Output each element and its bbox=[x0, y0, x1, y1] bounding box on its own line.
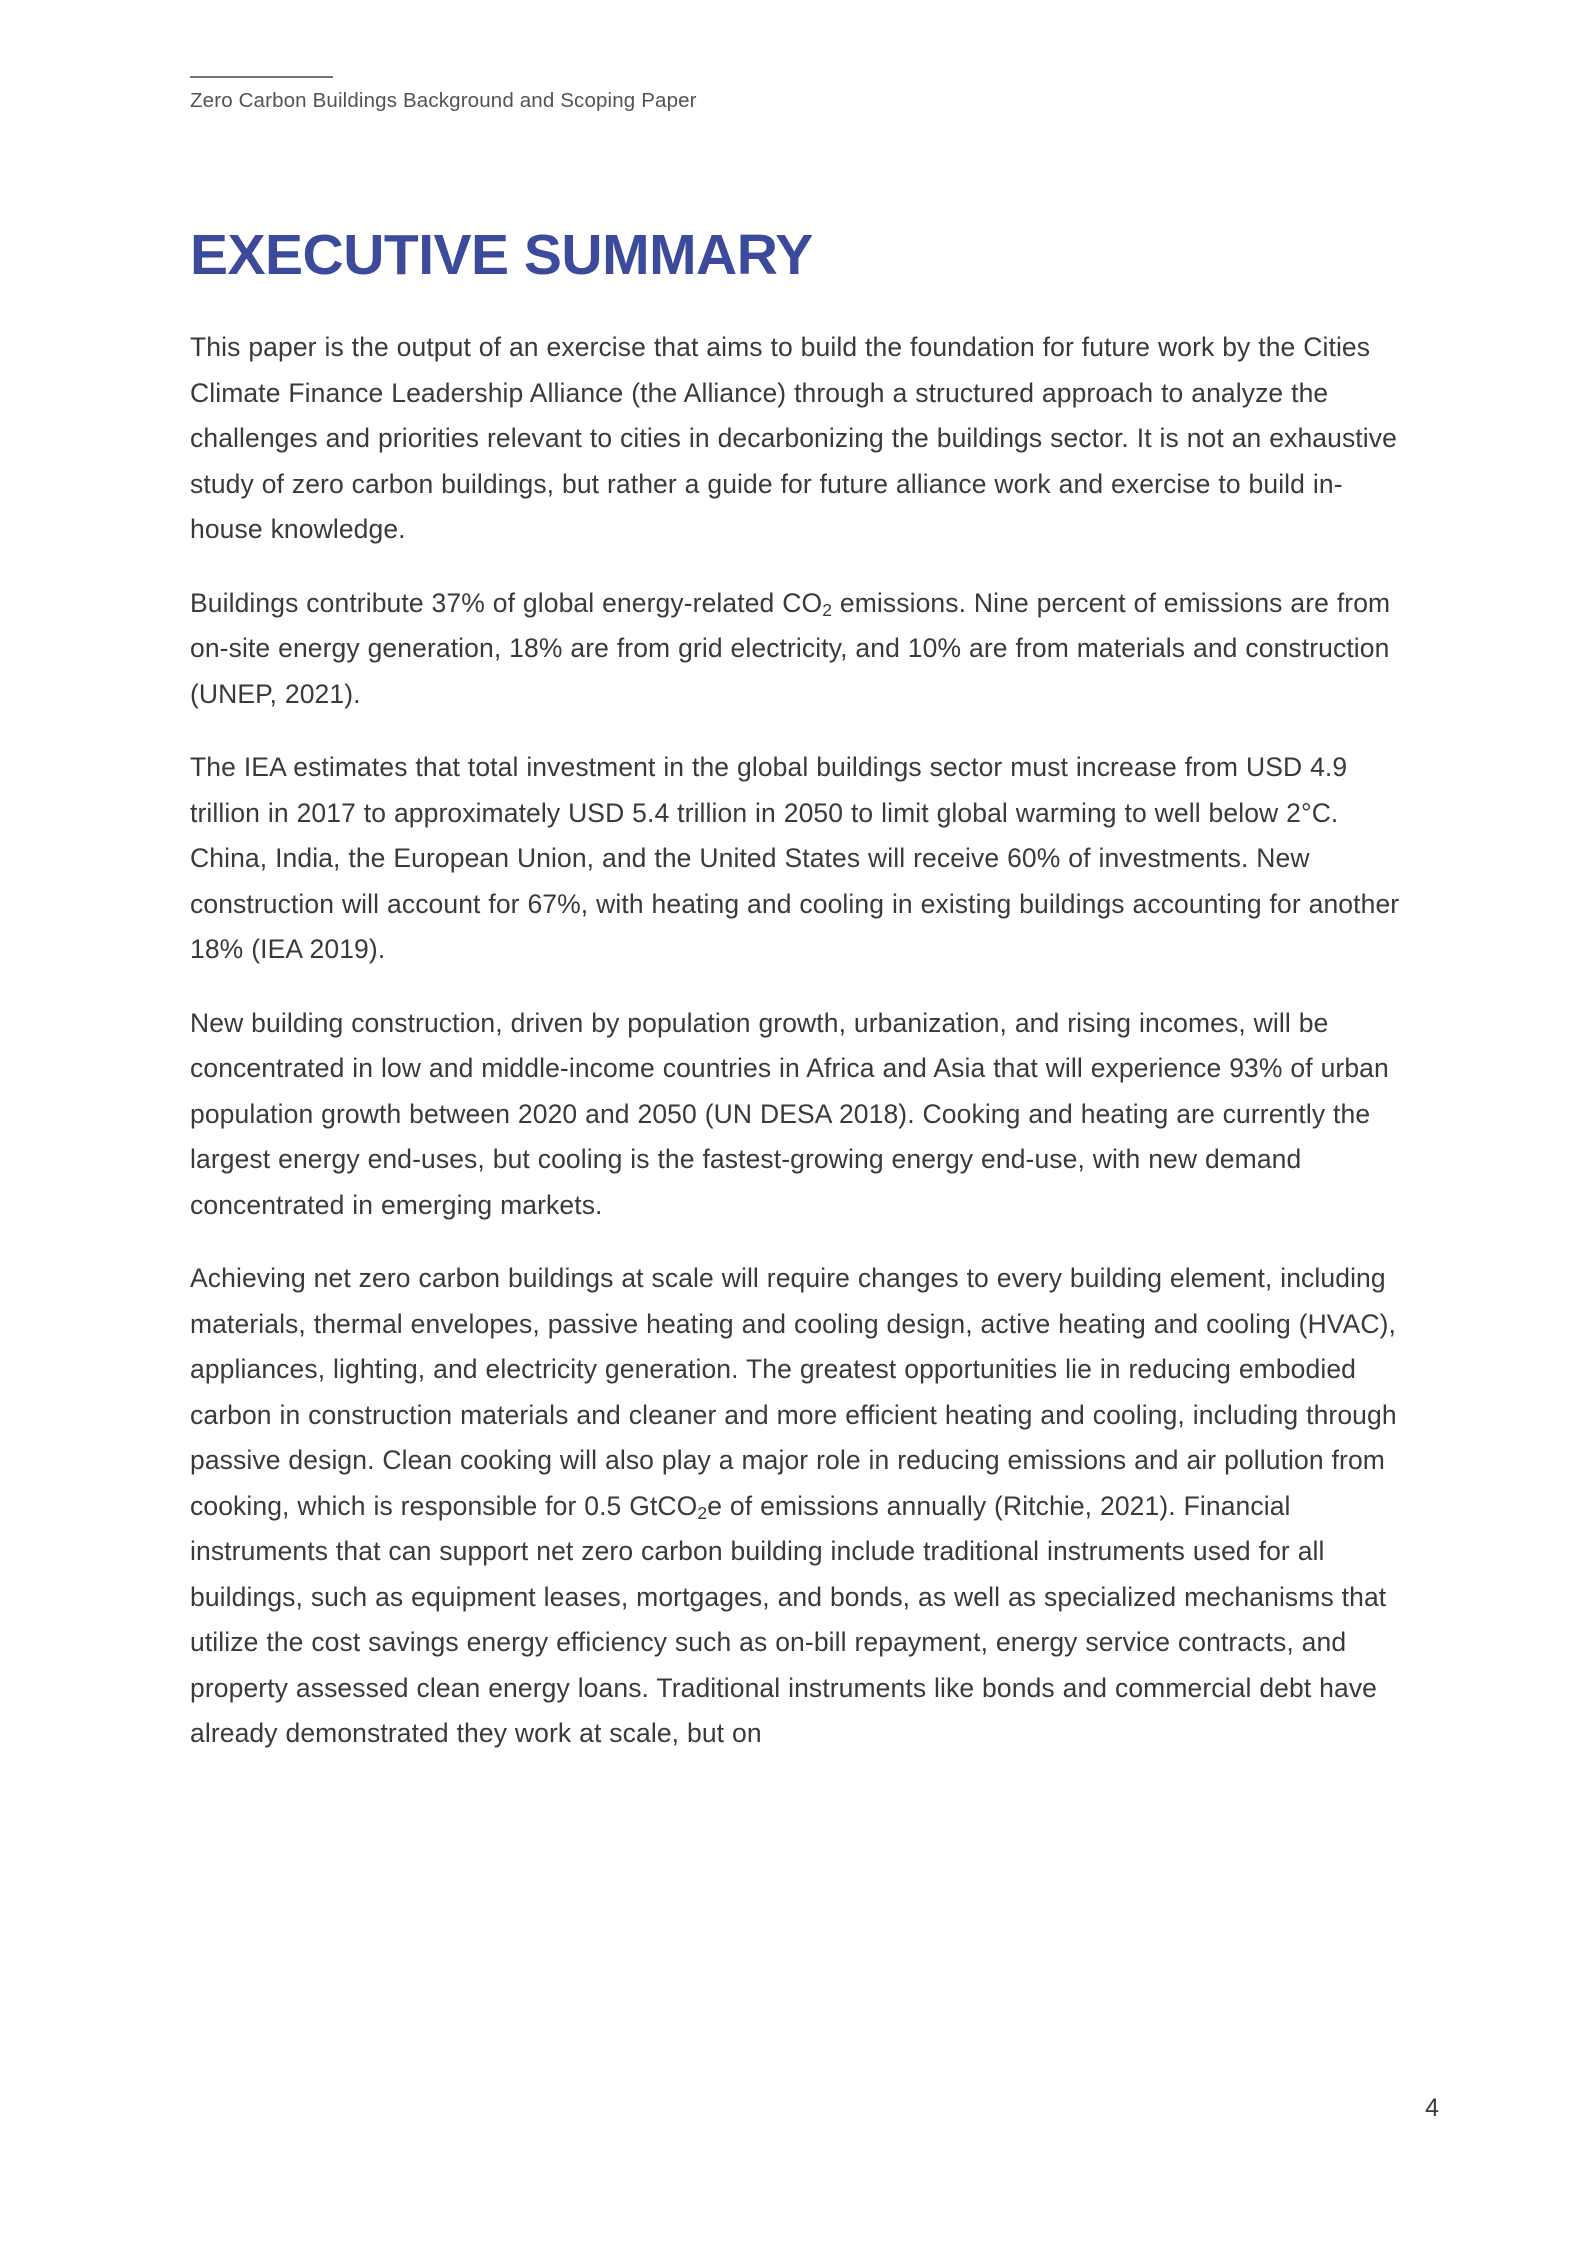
body-content bbox=[190, 325, 1405, 1757]
header-rule-divider bbox=[190, 76, 333, 78]
paragraph-5-part-1: Achieving net zero carbon buildings at scale will require changes to every building element, including materials, thermal envelopes, passive heating and cooling design, active heating and cooling (HVAC), appliances, lighting, and electricity generation. The greatest opportunities lie in reducing embodied carbon in construction materials and cleaner and more efficient heating and cooling, including through passive design. Clean cooking will also play a major role in reducing emissions and air pollution from cooking, which is responsible for 0.5 GtCO bbox=[190, 1263, 1397, 1521]
paragraph-2 bbox=[190, 581, 1405, 718]
page-number: 4 bbox=[1425, 2094, 1439, 2122]
paragraph-2-part-1: Buildings contribute 37% of global energy-related CO bbox=[190, 587, 823, 618]
paragraph-1: This paper is the output of an exercise that aims to build the foundation for future work by the Cities Climate Finance Leadership Alliance (the Alliance) through a structured approach to analyze the challenges and priorities relevant to cities in decarbonizing the buildings sector. It is not an exhaustive study of zero carbon buildings, but rather a guide for future alliance work and exercise to build in-house knowledge. bbox=[190, 332, 1397, 544]
running-header bbox=[190, 76, 1390, 114]
subscript-gtco2e: 2 bbox=[697, 1502, 708, 1523]
paragraph-4: New building construction, driven by population growth, urbanization, and rising incomes, will be concentrated in low and middle-income countries in Africa and Asia that will experience 93% of urban population growth between 2020 and 2050 (UN DESA 2018). Cooking and heating are currently the largest energy end-uses, but cooling is the fastest-growing energy end-use, with new demand concentrated in emerging markets. bbox=[190, 1007, 1389, 1220]
page-title: EXECUTIVE SUMMARY bbox=[190, 223, 813, 288]
paragraph-3: The IEA estimates that total investment in the global buildings sector must increase from USD 4.9 trillion in 2017 to approximately USD 5.4 trillion in 2050 to limit global warming to well below 2°C. China, India, the European Union, and the United States will receive 60% of investments. New construction will account for 67%, with heating and cooling in existing buildings accounting for another 18% (IEA 2019). bbox=[190, 752, 1400, 964]
paragraph-5-part-2: e of emissions annually (Ritchie, 2021). Financial instruments that can support net zero carbon building include traditional instruments used for all buildings, such as equipment leases, mortgages, and bonds, as well as specialized mechanisms that utilize the cost savings energy efficiency such as on-bill repayment, energy service contracts, and property assessed clean energy loans. Traditional instruments like bonds and commercial debt have already demonstrated they work at scale, but on bbox=[190, 1490, 1387, 1748]
subscript-co2: 2 bbox=[822, 599, 833, 620]
paragraph-5 bbox=[190, 1256, 1405, 1757]
running-header-title: Zero Carbon Buildings Background and Scoping Paper bbox=[190, 89, 697, 112]
paragraph-2-part-2: emissions. Nine percent of emissions are from on-site energy generation, 18% are from grid electricity, and 10% are from materials and construction (UNEP, 2021). bbox=[190, 587, 1391, 709]
